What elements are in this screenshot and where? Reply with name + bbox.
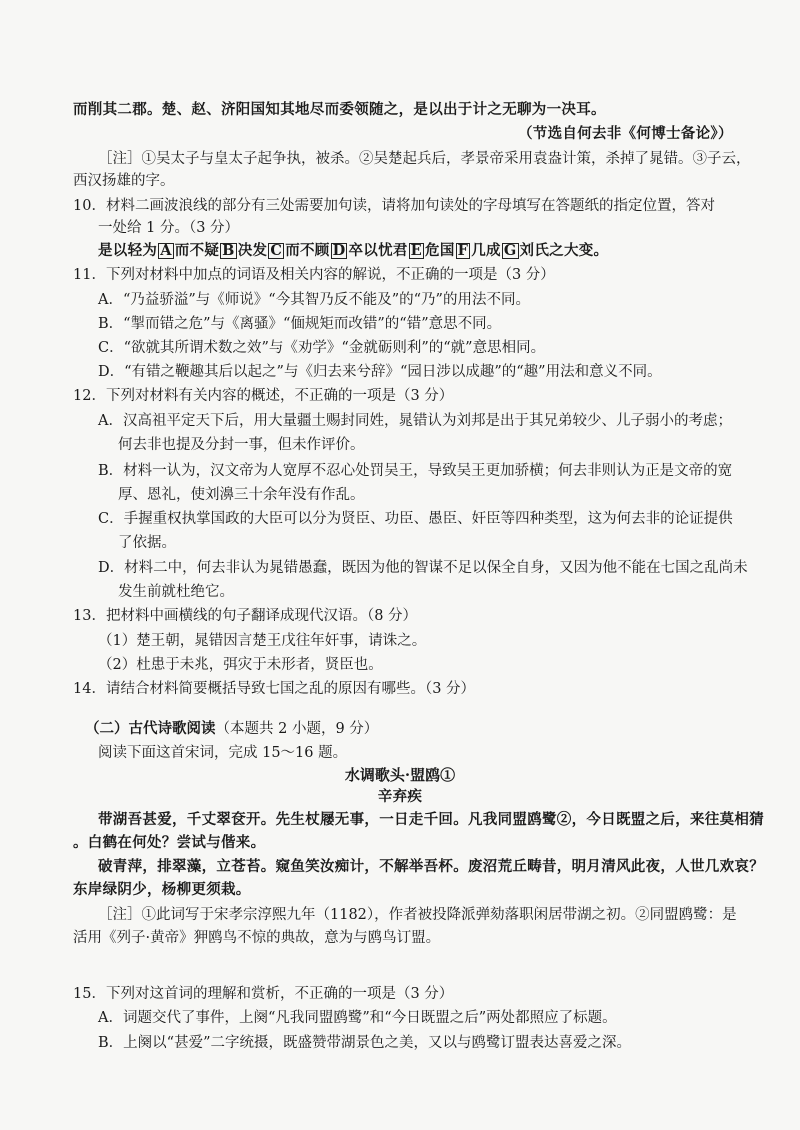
- q11-option-b: B．“掣而错之危”与《离骚》“偭规矩而改错”的“错”意思不同。: [98, 316, 502, 332]
- q10-seg: 危国: [425, 242, 455, 259]
- q12-option-b-cont: 厚、恩礼，使刘濞三十余年没有作乱。: [118, 487, 365, 503]
- q15-stem: 15．下列对这首词的理解和赏析，不正确的一项是（3 分）: [73, 986, 454, 1002]
- passage-note-cont: 西汉扬雄的字。: [73, 173, 175, 189]
- q12-stem: 12．下列对材料有关内容的概述，不正确的一项是（3 分）: [73, 388, 454, 404]
- poem-title: 水调歌头·盟鸥①: [344, 766, 456, 784]
- passage-source: （节选自何去非《何博士备论》）: [518, 125, 733, 142]
- q10-box-a: A: [160, 242, 172, 259]
- q10-seg: 几成: [471, 242, 501, 259]
- q13-stem: 13．把材料中画横线的句子翻译成现代汉语。（8 分）: [73, 608, 418, 624]
- poem-author: 辛弃疾: [377, 788, 423, 805]
- q12-option-c: C．手握重权执掌国政的大臣可以分为贤臣、功臣、愚臣、奸臣等四种类型，这为何去非的论证提供: [98, 511, 733, 527]
- q10-box-e: E: [410, 242, 423, 259]
- q10-seg: 决发: [237, 242, 268, 259]
- poem-note: ［注］①此词写于宋孝宗淳熙九年（1182），作者被投降派弹劾落职闲居带湖之初。②同盟鸥鹭：是: [98, 907, 737, 923]
- q10-box-d: D: [332, 242, 346, 259]
- q11-stem: 11．下列对材料中加点的词语及相关内容的解说，不正确的一项是（3 分）: [73, 267, 555, 283]
- q12-option-a: A．汉高祖平定天下后，用大量疆土赐封同姓，晁错认为刘邦是出于其兄弟较少、儿子弱小的考虑；: [98, 413, 732, 429]
- q14-stem: 14．请结合材料简要概括导致七国之乱的原因有哪些。（3 分）: [73, 681, 476, 697]
- q10-box-g: G: [503, 242, 517, 259]
- q15-option-b: B．上阕以“甚爱”二字统摄，既盛赞带湖景色之美，又以与鸥鹭订盟表达喜爱之深。: [98, 1035, 631, 1051]
- q11-option-a: A．“乃益骄溢”与《师说》“今其智乃反不能及”的“乃”的用法不同。: [98, 292, 530, 308]
- q12-option-b: B．材料一认为，汉文帝为人宽厚不忍心处罚吴王，导致吴王更加骄横；何去非则认为正是文帝的宽: [98, 463, 733, 479]
- q10-seg: 卒以忧君: [348, 242, 408, 259]
- q10-seg: 是以轻为: [98, 242, 158, 259]
- q10-punctuation-sequence: [98, 241, 608, 261]
- passage-note: ［注］①吴太子与皇太子起争执，被杀。②吴楚起兵后，孝景帝采用袁盎计策，杀掉了晁错。③子云，: [98, 151, 751, 167]
- section-title: （二）古代诗歌阅读: [85, 720, 216, 737]
- poem-line: 带湖吾甚爱，千丈翠奁开。先生杖屦无事，一日走千回。凡我同盟鸥鹭②，今日既盟之后，来往莫相猜: [98, 811, 764, 828]
- poem-note-cont: 活用《列子·黄帝》狎鸥鸟不惊的典故，意为与鸥鸟订盟。: [73, 930, 441, 946]
- q10-seg: 刘氏之大变。: [519, 242, 609, 259]
- q13-sentence-2: （2）杜患于未兆，弭灾于未形者，贤臣也。: [98, 657, 383, 673]
- q10-stem: 10．材料二画波浪线的部分有三处需要加句读，请将加句读处的字母填写在答题纸的指定位置，答对: [73, 198, 715, 214]
- q13-sentence-1: （1）楚王朝，晁错因言楚王戊往年奸事，请诛之。: [98, 633, 427, 649]
- q10-box-f: F: [457, 242, 469, 259]
- q12-option-d: D．材料二中，何去非认为晁错愚蠢，既因为他的智谋不足以保全自身，又因为他不能在七国之乱尚未: [98, 560, 748, 576]
- q10-seg: 而不疑: [174, 242, 220, 259]
- section-instruction: 阅读下面这首宋词，完成 15～16 题。: [98, 745, 348, 761]
- poem-line: 东岸绿阴少，杨柳更须栽。: [73, 881, 251, 898]
- section-heading: [85, 719, 378, 739]
- q12-option-c-cont: 了依据。: [118, 535, 176, 551]
- poem-line: 破青萍，排翠藻，立苍苔。窥鱼笑汝痴计，不解举吾杯。废沼荒丘畴昔，明月清风此夜，人世几欢哀？: [98, 858, 764, 875]
- q10-box-b: B: [222, 242, 235, 259]
- q12-option-a-cont: 何去非也提及分封一事，但未作评价。: [118, 437, 365, 453]
- q12-option-d-cont: 发生前就杜绝它。: [118, 584, 234, 600]
- q10-box-c: C: [270, 242, 283, 259]
- q10-stem-cont: 一处给 1 分。（3 分）: [98, 220, 240, 236]
- q11-option-c: C．“欲就其所谓术数之效”与《劝学》“金就砺则利”的“就”意思相同。: [98, 340, 546, 356]
- poem-line: 。白鹤在何处？尝试与偕来。: [73, 834, 266, 851]
- passage-line: 而削其二郡。楚、赵、济阳国知其地尽而委领随之，是以出于计之无聊为一决耳。: [73, 101, 606, 118]
- q15-option-a: A．词题交代了事件，上阕“凡我同盟鸥鹭”和“今日既盟之后”两处都照应了标题。: [98, 1010, 617, 1026]
- q11-option-d: D．“有错之鞭趣其后以起之”与《归去来兮辞》“园日涉以成趣”的“趣”用法和意义不同。: [98, 364, 662, 380]
- section-title-suffix: （本题共 2 小题，9 分）: [215, 721, 379, 737]
- q10-seg: 而不顾: [285, 242, 330, 259]
